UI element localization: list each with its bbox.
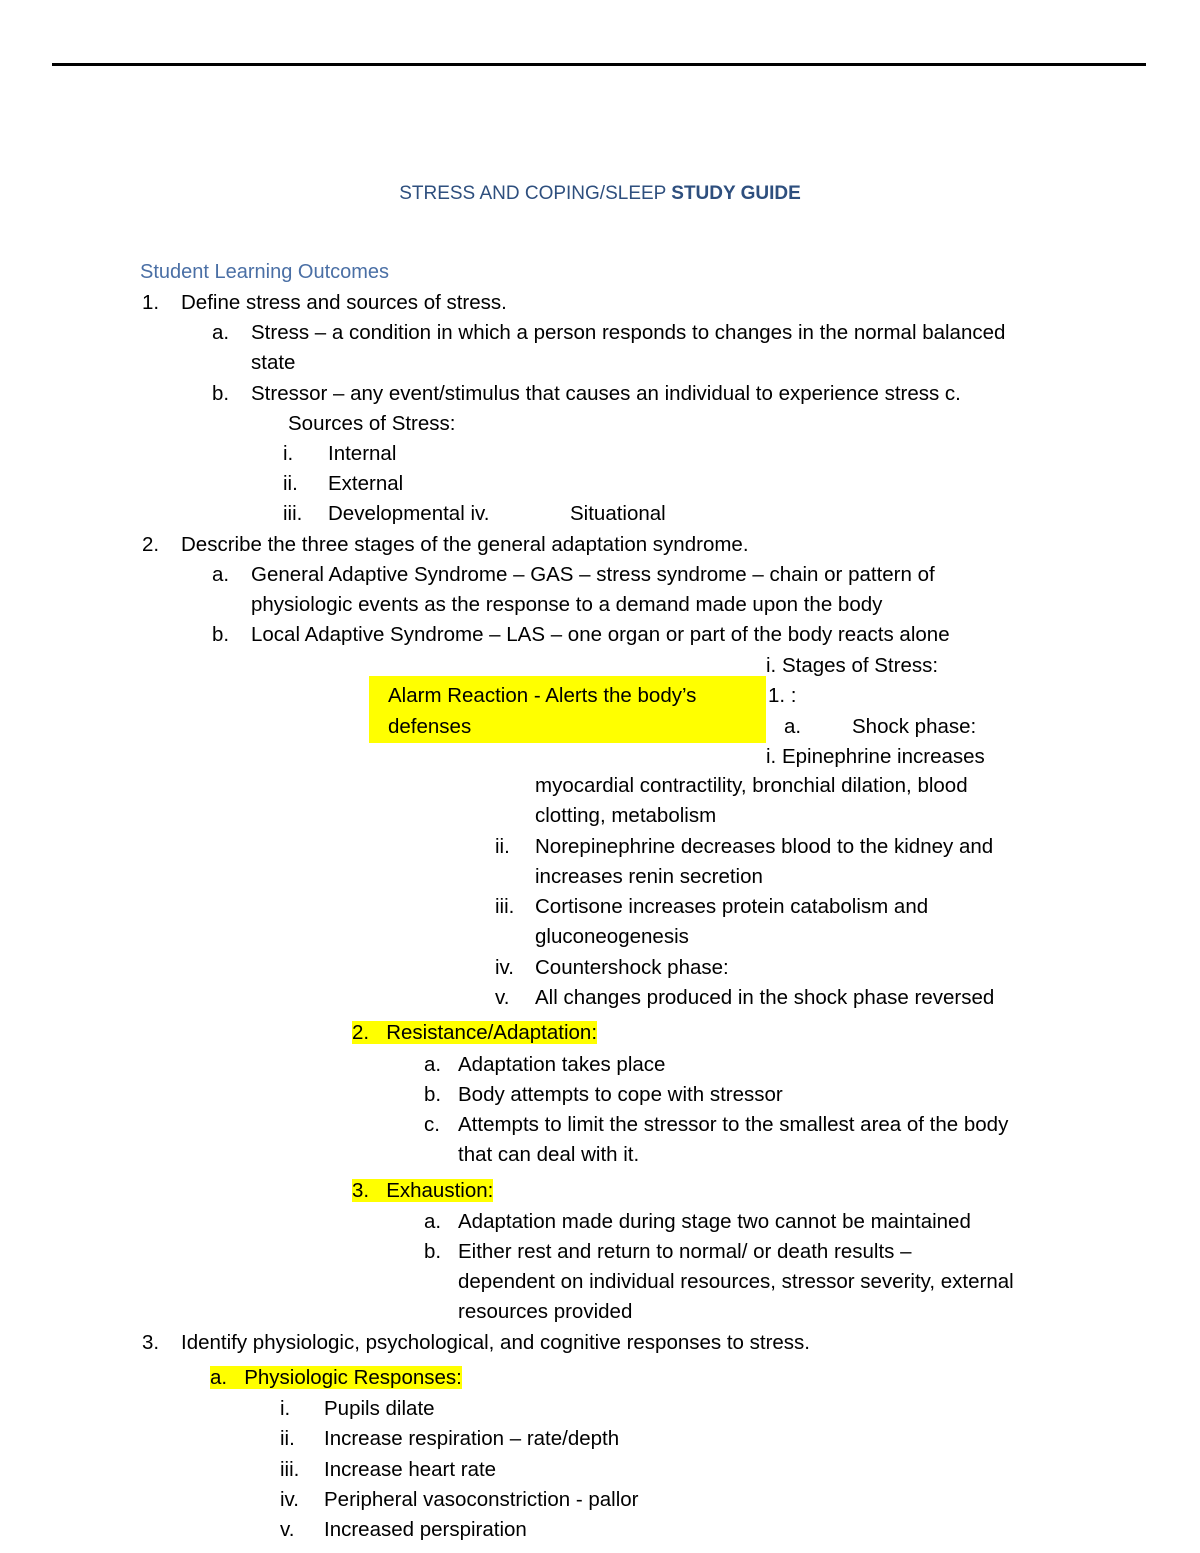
list-item: myocardial contractility, bronchial dilation, blood	[535, 774, 968, 797]
list-item: clotting, metabolism	[535, 804, 717, 827]
list-item: Increased perspiration	[324, 1518, 527, 1541]
list-marker: ii.	[283, 472, 298, 495]
list-marker: b.	[212, 382, 230, 405]
list-marker: c.	[424, 1113, 440, 1136]
list-item: Countershock phase:	[535, 956, 729, 979]
list-item: Attempts to limit the stressor to the smallest area of the body	[458, 1113, 1009, 1136]
list-item: Identify physiologic, psychological, and cognitive responses to stress.	[181, 1331, 811, 1354]
list-marker: v.	[495, 986, 510, 1009]
list-item: General Adaptive Syndrome – GAS – stress syndrome – chain or pattern of	[251, 563, 935, 586]
list-item: i. Stages of Stress:	[766, 654, 939, 677]
list-marker: ii.	[495, 835, 510, 858]
list-marker: 3.	[142, 1331, 160, 1354]
list-marker: iii.	[283, 502, 303, 525]
list-marker: ii.	[280, 1427, 295, 1450]
stage-heading: 3. Exhaustion:	[352, 1179, 494, 1202]
list-marker: b.	[424, 1240, 442, 1263]
list-marker: a.	[212, 321, 230, 344]
list-item: state	[251, 351, 296, 374]
list-item: Increase heart rate	[324, 1458, 497, 1481]
highlighted-text: Alarm Reaction - Alerts the body’s	[388, 684, 697, 707]
list-marker: v.	[280, 1518, 295, 1541]
highlighted-text: defenses	[388, 715, 472, 738]
stage-heading: 2. Resistance/Adaptation:	[352, 1021, 598, 1044]
section-heading: Student Learning Outcomes	[140, 261, 390, 283]
list-marker: a.	[784, 715, 802, 738]
list-marker: a.	[424, 1210, 442, 1233]
list-item: Situational	[570, 502, 666, 525]
list-item: Stress – a condition in which a person responds to changes in the normal balanced	[251, 321, 1006, 344]
list-item: Norepinephrine decreases blood to the kidney and	[535, 835, 994, 858]
list-item: Increase respiration – rate/depth	[324, 1427, 620, 1450]
list-item: Define stress and sources of stress.	[181, 291, 507, 314]
list-item: Sources of Stress:	[288, 412, 456, 435]
list-item: resources provided	[458, 1300, 633, 1323]
list-item: Internal	[328, 442, 397, 465]
list-item: Local Adaptive Syndrome – LAS – one organ or part of the body reacts alone	[251, 623, 950, 646]
list-item: Peripheral vasoconstriction - pallor	[324, 1488, 639, 1511]
list-item: that can deal with it.	[458, 1143, 640, 1166]
list-item: Shock phase:	[852, 715, 977, 738]
document-title: STRESS AND COPING/SLEEP STUDY GUIDE	[399, 183, 801, 204]
list-item: Describe the three stages of the general adaptation syndrome.	[181, 533, 749, 556]
list-item: dependent on individual resources, stressor severity, external	[458, 1270, 1014, 1293]
list-item: Stressor – any event/stimulus that causes an individual to experience stress c.	[251, 382, 961, 405]
list-item: gluconeogenesis	[535, 925, 689, 948]
list-marker: iii.	[280, 1458, 300, 1481]
list-marker: iv.	[280, 1488, 299, 1511]
list-item: Either rest and return to normal/ or death results –	[458, 1240, 912, 1263]
list-marker: b.	[424, 1083, 442, 1106]
list-item: Adaptation made during stage two cannot be maintained	[458, 1210, 971, 1233]
list-item: External	[328, 472, 404, 495]
list-marker: 1.	[142, 291, 160, 314]
list-item: Cortisone increases protein catabolism and	[535, 895, 929, 918]
list-item: i. Epinephrine increases	[766, 745, 985, 768]
list-item: All changes produced in the shock phase reversed	[535, 986, 995, 1009]
header-rule	[52, 63, 1146, 66]
list-item: Body attempts to cope with stressor	[458, 1083, 783, 1106]
list-marker: iii.	[495, 895, 515, 918]
list-item: Developmental iv.	[328, 502, 490, 525]
list-marker: 2.	[142, 533, 160, 556]
list-item: increases renin secretion	[535, 865, 763, 888]
subsection-heading: a. Physiologic Responses:	[210, 1366, 462, 1389]
list-item: physiologic events as the response to a demand made upon the body	[251, 593, 883, 616]
list-item: Pupils dilate	[324, 1397, 435, 1420]
list-marker: i.	[280, 1397, 291, 1420]
list-item: 1. :	[768, 684, 797, 707]
list-marker: iv.	[495, 956, 514, 979]
list-marker: a.	[212, 563, 230, 586]
list-marker: b.	[212, 623, 230, 646]
list-marker: i.	[283, 442, 294, 465]
list-item: Adaptation takes place	[458, 1053, 666, 1076]
list-marker: a.	[424, 1053, 442, 1076]
